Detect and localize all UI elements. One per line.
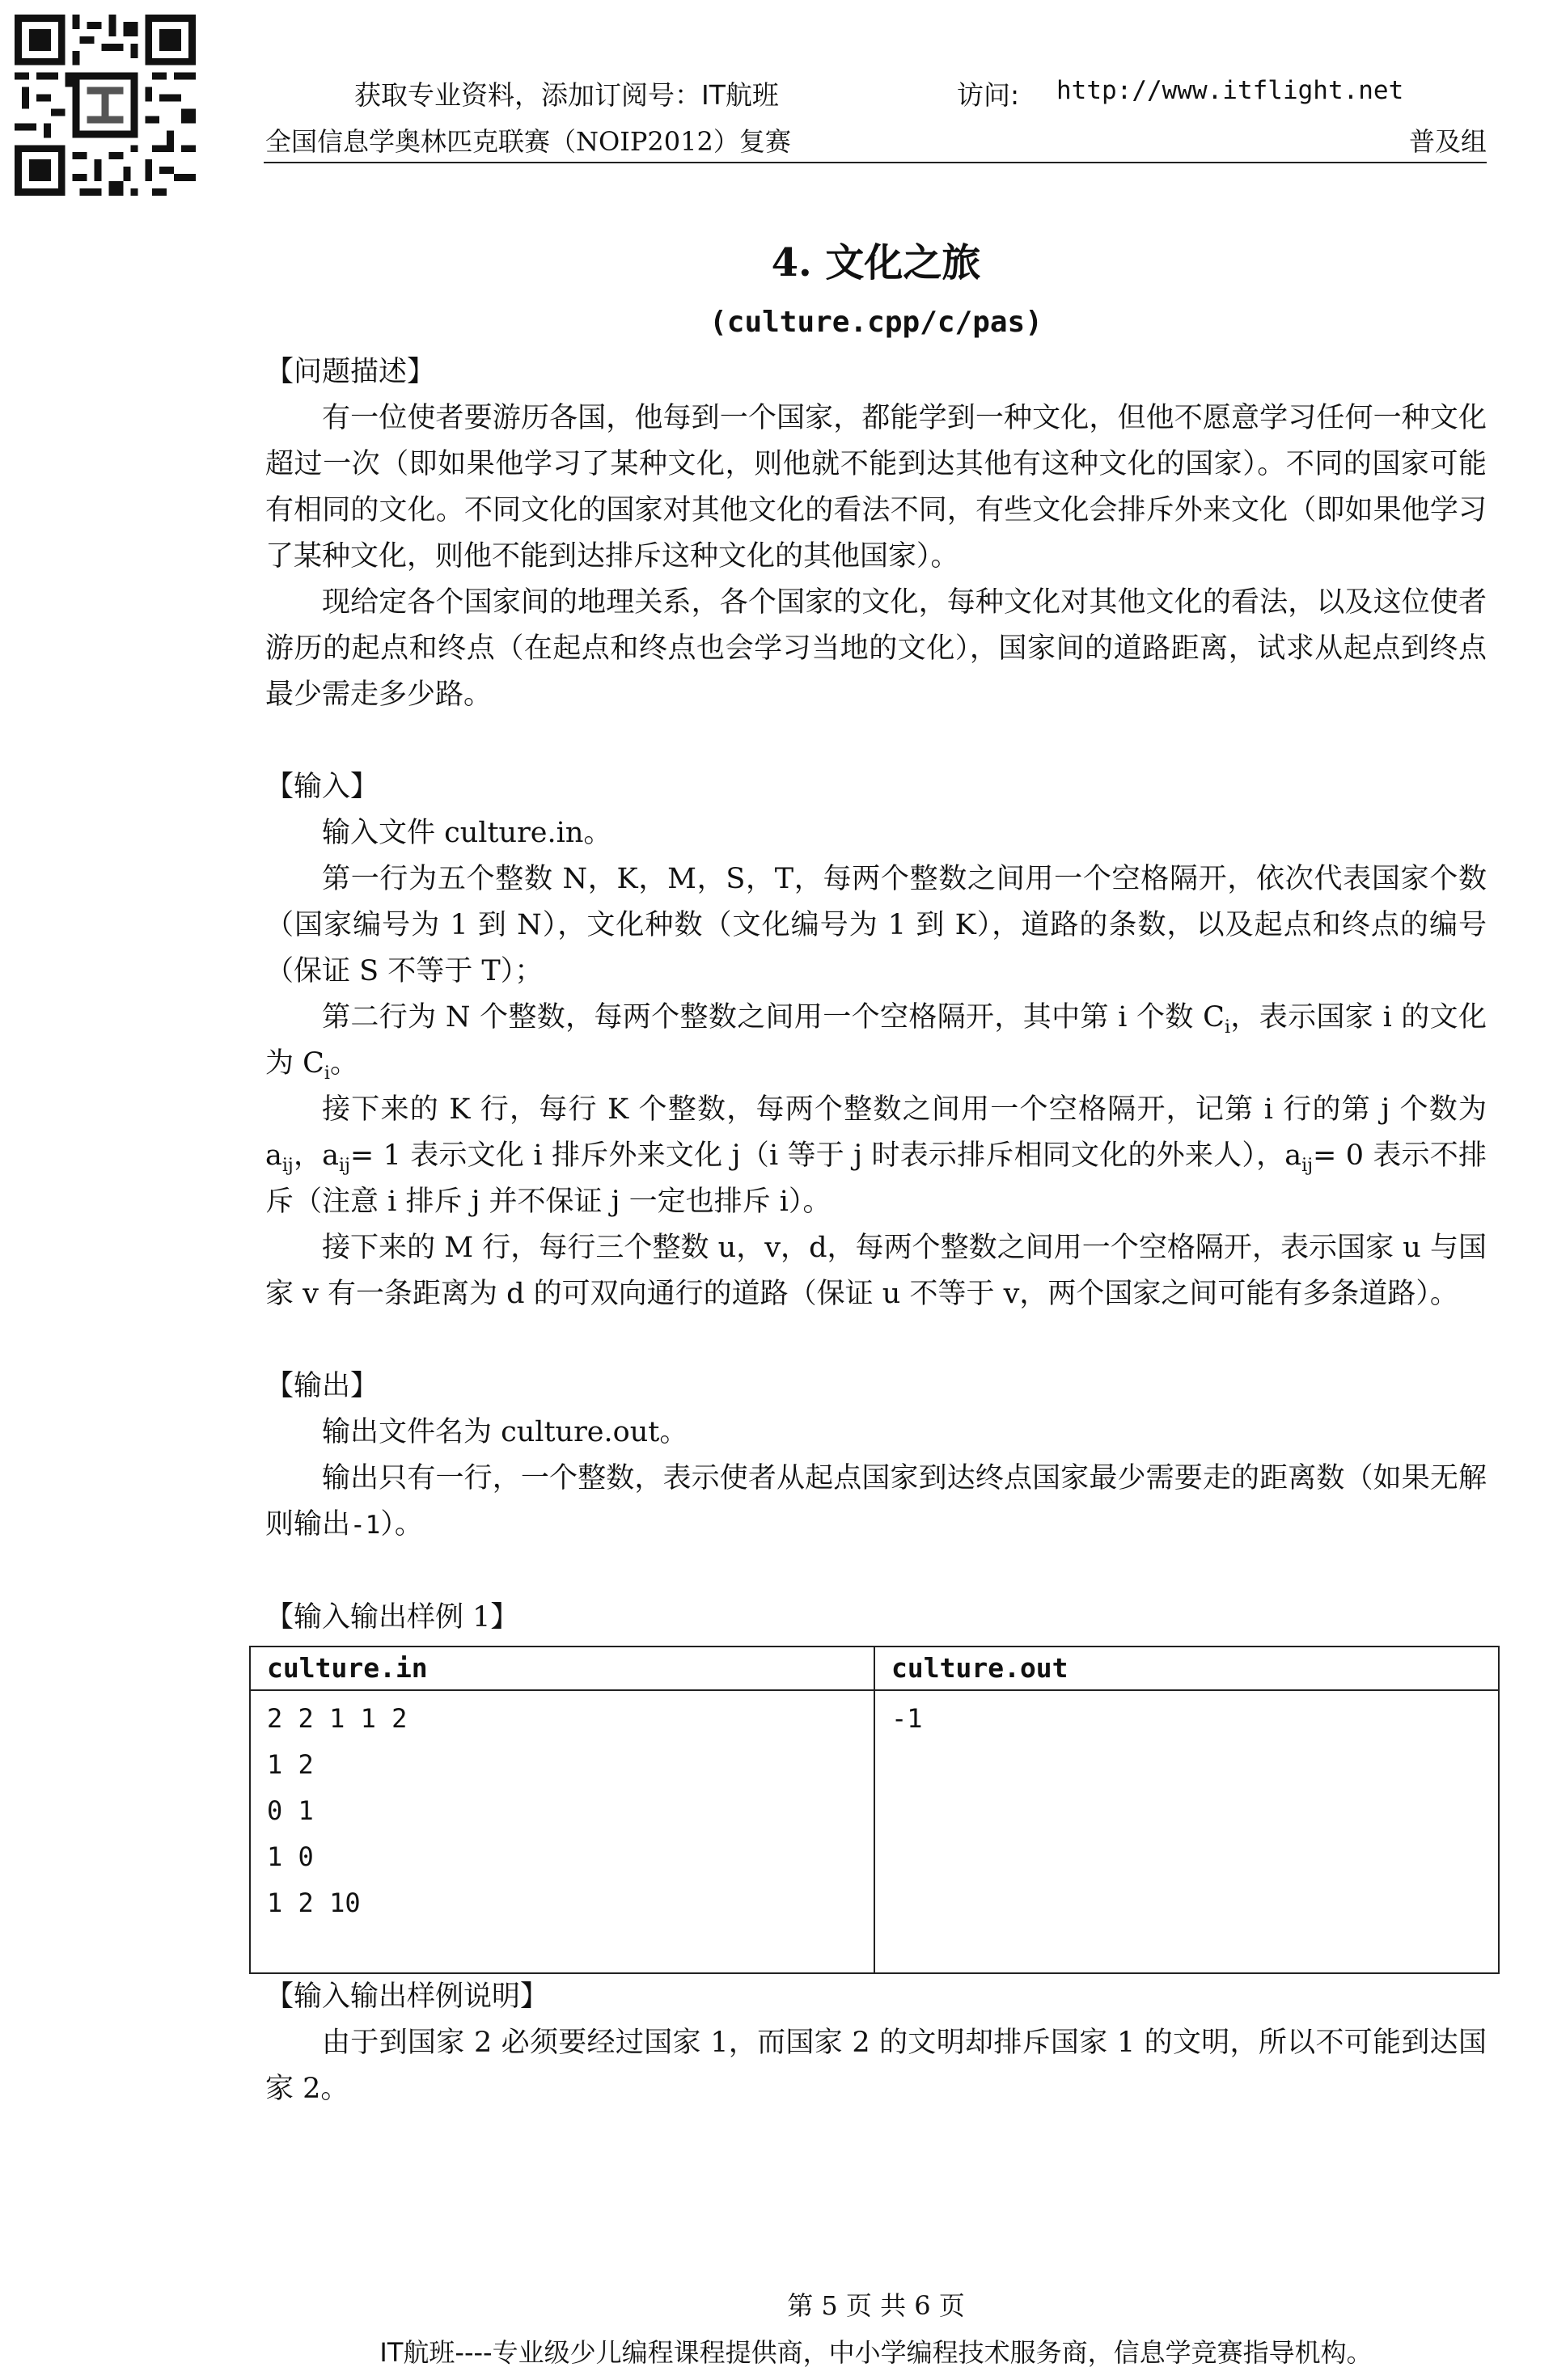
group-name: 普及组 <box>1408 126 1487 157</box>
input-paragraph: 接下来的 K 行，每行 K 个整数，每两个整数之间用一个空格隔开，记第 i 行的第 j 个数为 $a_{ij}$，$a_{ij}= 1$ 表示文化 i 排斥外来文化 j（i 等于 j 时表示排斥相同文化的外来人），$a_{ij}= 0$ 表示不排斥（注意 i 排斥 j 并不保证 j 一定也排斥 i）。 <box>265 1093 1487 1218</box>
input-paragraph: 输入文件 culture.in。 <box>322 817 612 849</box>
running-header <box>265 121 1487 159</box>
promo-text: 获取专业资料，添加订阅号：IT航班 <box>354 79 779 111</box>
sample-heading: 【输入输出样例 1】 <box>265 1601 519 1634</box>
footer-tagline: IT航班----专业级少儿编程课程提供商，中小学编程技术服务商，信息学竞赛指导机构。 <box>379 2337 1373 2368</box>
sample-output-header: culture.out <box>874 1647 1499 1690</box>
visit-label: 访问: <box>957 79 1020 111</box>
sample-input-line: 1 2 10 <box>267 1888 361 1918</box>
output-paragraph: 输出文件名为 culture.out。 <box>322 1416 688 1448</box>
input-paragraph: 第一行为五个整数 N，K，M，S，T，每两个整数之间用一个空格隔开，依次代表国家个数（国家编号为 1 到 N），文化种数（文化编号为 1 到 K），道路的条数，以及起点和终点的编号（保证 S 不等于 T）； <box>265 863 1487 987</box>
sample-input-line: 2 2 1 1 2 <box>267 1703 408 1734</box>
problem-files: (culture.cpp/c/pas) <box>709 306 1043 339</box>
sample-output-line: -1 <box>891 1703 923 1734</box>
header-rule <box>264 162 1487 163</box>
website-link[interactable]: http://www.itflight.net <box>1056 76 1404 105</box>
contest-name: 全国信息学奥林匹克联赛（NOIP2012）复赛 <box>265 126 791 157</box>
sample-table <box>249 1646 1500 1974</box>
sample-input-line: 1 2 <box>267 1749 314 1780</box>
problem-body <box>265 349 1487 2112</box>
sample-input-line: 1 0 <box>267 1841 314 1872</box>
qr-code <box>15 15 196 196</box>
promo-banner <box>354 74 1503 116</box>
input-paragraph: 接下来的 M 行，每行三个整数 u，v，d，每两个整数之间用一个空格隔开，表示国家 u 与国家 v 有一条距离为 d 的可双向通行的道路（保证 u 不等于 v，两个国家之间可能有多条道路）。 <box>265 1232 1487 1310</box>
input-heading: 【输入】 <box>265 771 379 803</box>
description-heading: 【问题描述】 <box>265 356 436 388</box>
output-paragraph: 输出只有一行，一个整数，表示使者从起点国家到达终点国家最少需要走的距离数（如果无解则输出-1）。 <box>265 1462 1487 1541</box>
sample-input-header: culture.in <box>250 1647 874 1690</box>
description-paragraph: 有一位使者要游历各国，他每到一个国家，都能学到一种文化，但他不愿意学习任何一种文化超过一次（即如果他学习了某种文化，则他就不能到达其他有这种文化的国家）。不同的国家可能有相同的文化。不同文化的国家对其他文化的看法不同，有些文化会排斥外来文化（即如果他学习了某种文化，则他不能到达排斥这种文化的其他国家）。 <box>265 402 1487 573</box>
input-paragraph: 第二行为 N 个整数，每两个整数之间用一个空格隔开，其中第 i 个数 $C_i$，表示国家 i 的文化为 $C_i$。 <box>265 1001 1487 1084</box>
page-number: 第 5 页 共 6 页 <box>787 2290 965 2321</box>
explanation-heading: 【输入输出样例说明】 <box>265 1981 549 2013</box>
explanation-paragraph: 由于到国家 2 必须要经过国家 1，而国家 2 的文明却排斥国家 1 的文明，所以不可能到达国家 2。 <box>265 2027 1487 2105</box>
problem-title: 4. 文化之旅 <box>771 240 981 285</box>
sample-output-cell <box>874 1690 1499 1973</box>
description-paragraph: 现给定各个国家间的地理关系，各个国家的文化，每种文化对其他文化的看法，以及这位使者游历的起点和终点（在起点和终点也会学习当地的文化），国家间的道路距离，试求从起点到终点最少需走多少路。 <box>265 586 1487 711</box>
sample-input-line: 0 1 <box>267 1795 314 1826</box>
output-heading: 【输出】 <box>265 1370 379 1402</box>
sample-input-cell <box>250 1690 874 1973</box>
